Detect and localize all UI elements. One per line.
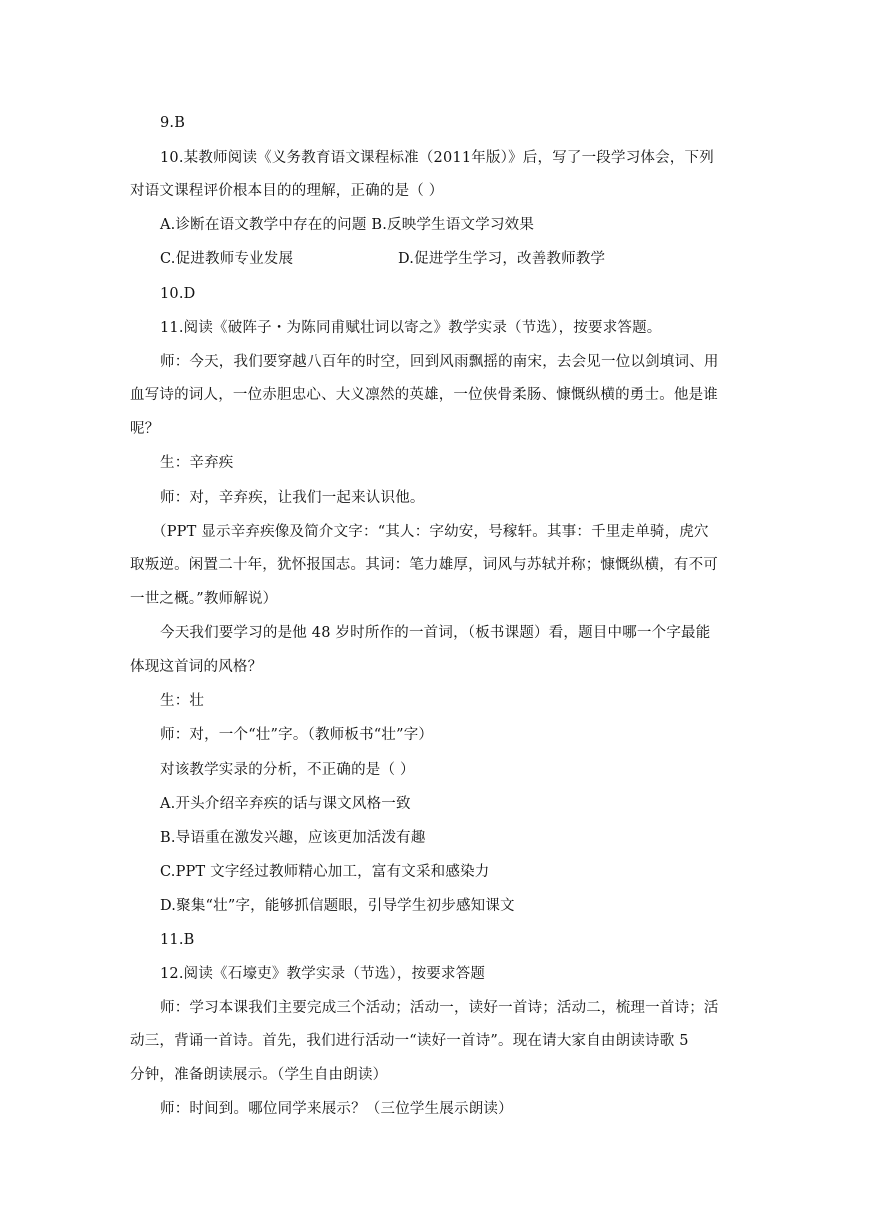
passage-11-teacher-4: 师：对，一个“壮”字。（教师板书“壮”字） [160,727,434,743]
passage-11-student-1: 生：辛弃疾 [160,455,234,471]
passage-11-ppt-line-2: 取叛逆。闲置二十年，犹怀报国志。其词：笔力雄厚，词风与苏轼并称；慷慨纵横，有不可 [130,557,718,573]
question-12-title: 12.阅读《石壕吏》教学实录（节选），按要求答题 [160,966,486,982]
passage-11-line-1: 师：今天，我们要穿越八百年的时空，回到风雨飘摇的南宋，去会见一位以剑填词、用 [160,354,719,370]
passage-11-student-2: 生：壮 [160,693,205,709]
passage-11-line-3: 呢？ [130,421,160,437]
question-11-option-b: B.导语重在激发兴趣，应该更加活泼有趣 [160,830,426,846]
question-10-option-d: D.促进学生学习，改善教师教学 [398,251,606,267]
passage-11-teacher-2: 师：对，辛弃疾，让我们一起来认识他。 [160,490,425,506]
question-11-option-a: A.开头介绍辛弃疾的话与课文风格一致 [160,796,411,812]
question-10-line-2: 对语文课程评价根本目的的理解，正确的是（ ） [130,183,444,199]
question-10-options-ab: A.诊断在语文教学中存在的问题 B.反映学生语文学习效果 [160,217,535,233]
passage-11-line-2: 血写诗的词人，一位赤胆忠心、大义凛然的英雄，一位侠骨柔肠、慷慨纵横的勇士。他是谁 [130,387,718,403]
answer-10: 10.D [160,286,196,302]
passage-11-teacher-3-line-1: 今天我们要学习的是他 48 岁时所作的一首词，（板书课题）看，题目中哪一个字最能 [160,625,711,641]
question-10-line-1: 10.某教师阅读《义务教育语文课程标准（2011年版）》后，写了一段学习体会，下列 [160,150,714,166]
passage-12-line-1: 师：学习本课我们主要完成三个活动；活动一，读好一首诗；活动二，梳理一首诗；活 [160,1000,719,1016]
question-11-option-d: D.聚集“壮”字，能够抓信题眼，引导学生初步感知课文 [160,898,515,914]
question-11-title: 11.阅读《破阵子・为陈同甫赋壮词以寄之》教学实录（节选），按要求答题。 [160,320,662,336]
passage-12-line-2: 动三，背诵一首诗。首先，我们进行活动一“读好一首诗”。现在请大家自由朗读诗歌 5 [130,1033,689,1049]
passage-11-ppt-line-1: （PPT 显示辛弃疾像及简介文字：“其人：字幼安，号稼轩。其事：千里走单骑，虎穴 [152,524,709,540]
question-10-option-c: C.促进教师专业发展 [160,251,294,267]
passage-11-teacher-3-line-2: 体现这首词的风格？ [130,659,263,675]
answer-9: 9.B [160,115,186,131]
question-11-stem: 对该教学实录的分析，不正确的是（ ） [160,762,415,778]
passage-12-line-4: 师：时间到。哪位同学来展示？（三位学生展示朗读） [160,1101,513,1117]
passage-12-line-3: 分钟，准备朗读展示。（学生自由朗读） [130,1067,388,1083]
passage-11-ppt-line-3: 一世之概。”教师解说） [130,591,278,607]
question-11-option-c: C.PPT 文字经过教师精心加工，富有文采和感染力 [160,864,490,880]
answer-11: 11.B [160,932,195,948]
